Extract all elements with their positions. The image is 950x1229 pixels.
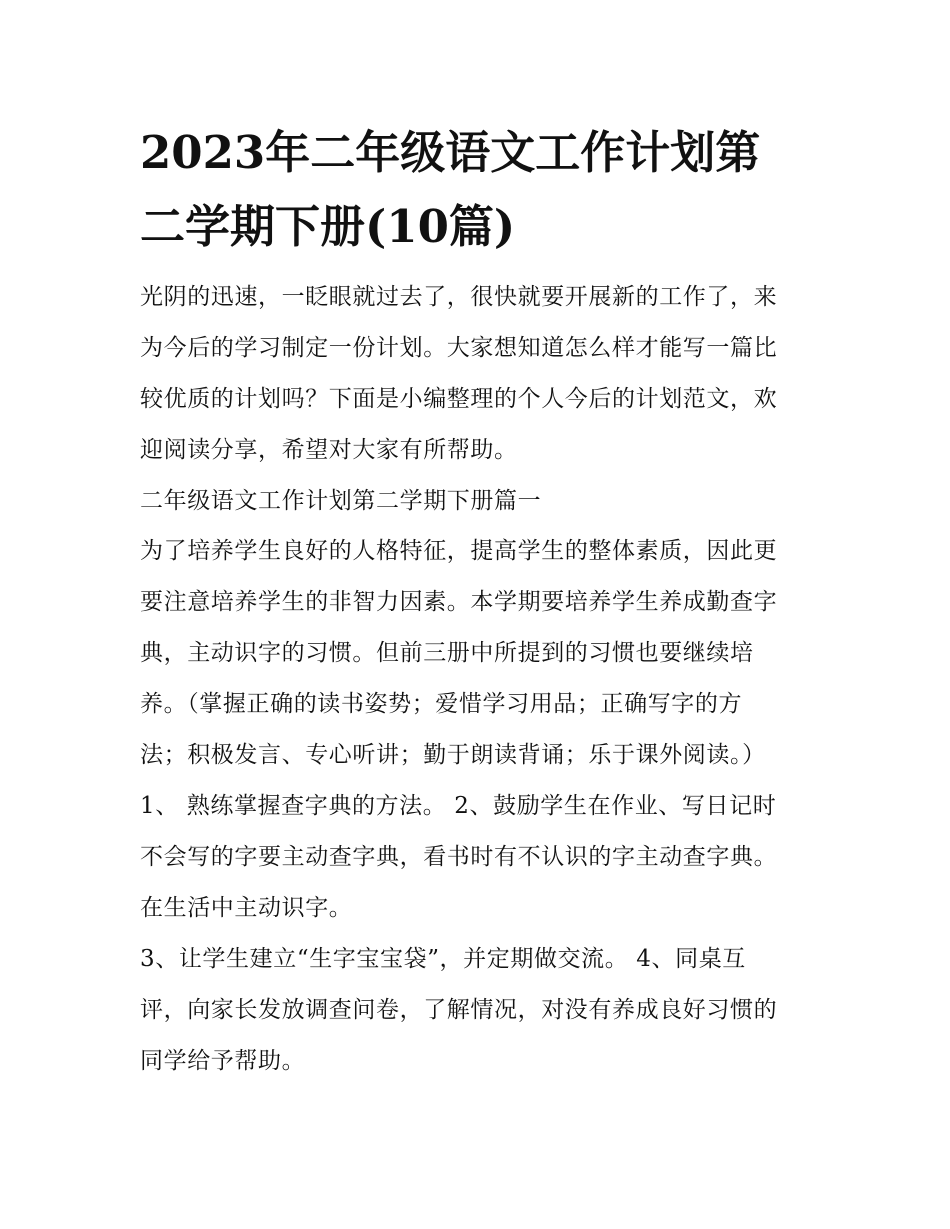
body-paragraph-3 — [140, 934, 820, 1087]
text-line: 3、让学生建立“生字宝宝袋”，并定期做交流。 4、同桌互 — [140, 946, 746, 972]
text-line: 光阴的迅速，一眨眼就过去了，很快就要开展新的工作了，来 — [140, 284, 778, 310]
document-title — [140, 116, 840, 264]
body-paragraph-2 — [140, 781, 820, 934]
text-line: 同学给予帮助。 — [140, 1048, 306, 1074]
text-line: 要注意培养学生的非智力因素。本学期要培养学生养成勤查字 — [140, 589, 778, 615]
text-line: 较优质的计划吗？下面是小编整理的个人今后的计划范文，欢 — [140, 386, 778, 412]
text-line: 二年级语文工作计划第二学期下册篇一 — [140, 488, 542, 514]
text-line: 在生活中主动识字。 — [140, 895, 353, 921]
text-line: 评，向家长发放调查问卷，了解情况，对没有养成良好习惯的 — [140, 997, 778, 1023]
intro-paragraph — [140, 272, 820, 476]
body-paragraph-1 — [140, 526, 820, 781]
text-line: 典，主动识字的习惯。但前三册中所提到的习惯也要继续培 — [140, 640, 754, 666]
text-line: 不会写的字要主动查字典，看书时有不认识的字主动查字典。 — [140, 844, 778, 870]
text-line: 1、 熟练掌握查字典的方法。 2、鼓励学生在作业、写日记时 — [140, 793, 777, 819]
text-line: 养。（掌握正确的读书姿势；爱惜学习用品；正确写字的方 — [140, 691, 743, 717]
text-line: 为了培养学生良好的人格特征，提高学生的整体素质，因此更 — [140, 538, 778, 564]
title-line: 2023年二年级语文工作计划第 — [140, 126, 761, 179]
title-line: 二学期下册(10篇) — [140, 200, 516, 253]
section-heading — [140, 476, 820, 526]
text-line: 法；积极发言、专心听讲；勤于朗读背诵；乐于课外阅读。） — [140, 742, 766, 768]
text-line: 为今后的学习制定一份计划。大家想知道怎么样才能写一篇比 — [140, 335, 778, 361]
document-body — [140, 272, 820, 1087]
text-line: 迎阅读分享，希望对大家有所帮助。 — [140, 437, 518, 463]
